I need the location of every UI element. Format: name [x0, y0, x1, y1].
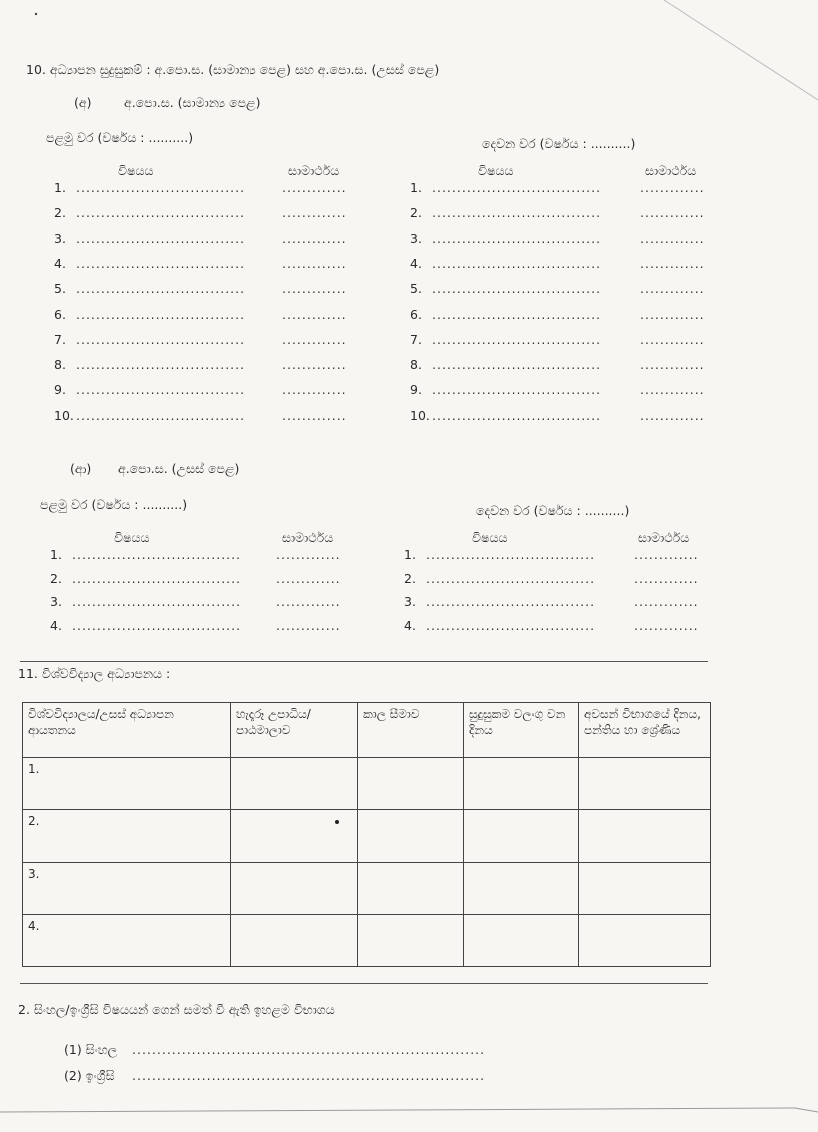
row-number: 8. — [410, 357, 422, 373]
table-cell[interactable] — [231, 758, 358, 810]
row-number: 2. — [410, 205, 422, 221]
subject-input-line[interactable]: .................................. — [426, 570, 596, 586]
header-institution: විශ්වවිද්‍යාලය/උසස් අධ්‍යාපන ආයතනය — [23, 703, 231, 758]
row-number: 4. — [410, 255, 422, 271]
subject-input-line[interactable]: .................................. — [76, 306, 246, 322]
row-number: 7. — [54, 331, 66, 347]
row-number: 3. — [410, 230, 422, 246]
subject-input-line[interactable]: .................................. — [76, 357, 246, 373]
table-cell[interactable] — [464, 758, 579, 810]
result-input-line[interactable]: ............. — [282, 382, 347, 398]
part-b-subject-header-left: විෂයය — [114, 530, 150, 545]
subject-input-line[interactable]: .................................. — [432, 357, 602, 373]
part-a-result-header-right: සාමාර්ථය — [645, 163, 697, 178]
subject-input-line[interactable]: .................................. — [76, 382, 246, 398]
subject-input-line[interactable]: .................................. — [76, 230, 246, 246]
table-cell[interactable] — [579, 758, 711, 810]
result-input-line[interactable]: ............. — [640, 180, 705, 195]
result-input-line[interactable]: ............. — [282, 407, 347, 423]
part-a-second-attempt: දෙවන වර (වර්ෂය : ..........) — [482, 136, 636, 151]
row-number: 3. — [404, 594, 416, 610]
row-number: 6. — [410, 306, 422, 322]
row-number: 3. — [50, 594, 62, 610]
row-number: 8. — [54, 357, 66, 373]
row-number: 4. — [23, 914, 231, 966]
row-number: 3. — [23, 862, 231, 914]
row-number: 1. — [404, 547, 416, 562]
subject-input-line[interactable]: .................................. — [76, 281, 246, 297]
row-number: 10. — [54, 407, 74, 423]
subject-input-line[interactable]: .................................. — [76, 180, 246, 195]
result-input-line[interactable]: ............. — [634, 594, 699, 610]
subject-input-line[interactable]: .................................. — [426, 594, 596, 610]
sinhala-input-line[interactable]: ....................................................................... — [132, 1042, 486, 1057]
result-input-line[interactable]: ............. — [634, 570, 699, 586]
row-number: 4. — [54, 255, 66, 271]
table-cell[interactable] — [464, 810, 579, 862]
row-number: 9. — [54, 382, 66, 398]
part-b-second-attempt: දෙවන වර (වර්ෂය : ..........) — [476, 503, 630, 518]
table-cell[interactable] — [358, 758, 464, 810]
section-11-title: 11. විශ්වවිද්‍යාල අධ්‍යාපනය : — [18, 666, 171, 681]
row-number: 10. — [410, 407, 430, 423]
subject-input-line[interactable]: .................................. — [72, 594, 242, 610]
part-a-first-attempt: පළමු වර (වර්ෂය : ..........) — [46, 130, 194, 145]
part-b-result-header-right: සාමාර්ථය — [638, 530, 690, 545]
part-a-label: (අ) — [74, 95, 92, 110]
table-cell[interactable] — [358, 914, 464, 966]
subject-input-line[interactable]: .................................. — [432, 180, 602, 195]
result-input-line[interactable]: ............. — [282, 281, 347, 297]
part-b-label: (ආ) — [70, 461, 92, 476]
subject-input-line[interactable]: .................................. — [76, 205, 246, 221]
row-number: 1. — [23, 758, 231, 810]
table-cell[interactable] — [231, 914, 358, 966]
result-input-line[interactable]: ............. — [640, 382, 705, 398]
table-cell[interactable] — [358, 862, 464, 914]
subject-input-line[interactable]: .................................. — [432, 230, 602, 246]
subject-input-line[interactable]: .................................. — [432, 255, 602, 271]
result-input-line[interactable]: ............. — [640, 357, 705, 373]
result-input-line[interactable]: ............. — [640, 306, 705, 322]
part-a-result-header-left: සාමාර්ථය — [288, 163, 340, 178]
subject-input-line[interactable]: .................................. — [72, 617, 242, 633]
result-input-line[interactable]: ............. — [282, 180, 347, 195]
part-a-name: අ.පො.ස. (සාමාන්‍ය පෙළ) — [124, 95, 261, 110]
result-input-line[interactable]: ............. — [282, 357, 347, 373]
subject-input-line[interactable]: .................................. — [432, 205, 602, 221]
row-number: 7. — [410, 331, 422, 347]
subject-input-line[interactable]: .................................. — [432, 407, 602, 423]
row-number: 1. — [410, 180, 422, 195]
row-number: 1. — [54, 180, 66, 195]
part-b-first-attempt: පළමු වර (වර්ෂය : ..........) — [40, 497, 188, 512]
row-number: 5. — [410, 281, 422, 297]
subject-input-line[interactable]: .................................. — [426, 547, 596, 562]
table-cell[interactable] — [231, 862, 358, 914]
part-b-name: අ.පො.ස. (උසස් පෙළ) — [118, 461, 240, 476]
row-number: 2. — [23, 810, 231, 862]
row-number: 5. — [54, 281, 66, 297]
row-number: 4. — [50, 617, 62, 633]
table-row — [23, 758, 711, 810]
row-number: 2. — [54, 205, 66, 221]
subject-input-line[interactable]: .................................. — [432, 331, 602, 347]
result-input-line[interactable]: ............. — [640, 205, 705, 221]
row-number: 6. — [54, 306, 66, 322]
row-number: 1. — [50, 547, 62, 562]
result-input-line[interactable]: ............. — [640, 281, 705, 297]
header-valid-date: සුදුසුකම වලංගු වන දිනය — [464, 703, 579, 758]
table-cell[interactable] — [231, 810, 358, 862]
sinhala-label: (1) සිංහල — [64, 1042, 118, 1057]
row-number: 2. — [50, 570, 62, 586]
result-input-line[interactable]: ............. — [640, 255, 705, 271]
row-number: 4. — [404, 617, 416, 633]
result-input-line[interactable]: ............. — [634, 617, 699, 633]
part-b-subject-header-right: විෂයය — [472, 530, 508, 545]
section-10-title: 10. අධ්‍යාපන සුදුසුකම් : අ.පො.ස. (සාමාන්‍ය පෙළ) සහ අ.පො.ස. (උසස් පෙළ) — [26, 62, 440, 77]
result-input-line[interactable]: ............. — [640, 407, 705, 423]
part-b-result-header-left: සාමාර්ථය — [282, 530, 334, 545]
header-degree: හැදෑරූ උපාධිය/ පාඨමාලාව — [231, 703, 358, 758]
table-cell[interactable] — [579, 862, 711, 914]
result-input-line[interactable]: ............. — [634, 547, 699, 562]
table-header-row — [23, 703, 711, 758]
result-input-line[interactable]: ............. — [282, 255, 347, 271]
subject-input-line[interactable]: .................................. — [432, 281, 602, 297]
result-input-line[interactable]: ............. — [276, 570, 341, 586]
subject-input-line[interactable]: .................................. — [76, 255, 246, 271]
header-final-exam: අවසන් විභාගයේ දිනය, පන්තිය හා ශ්‍රේණිය — [579, 703, 711, 758]
result-input-line[interactable]: ............. — [282, 331, 347, 347]
subject-input-line[interactable]: .................................. — [426, 617, 596, 633]
university-table — [22, 702, 711, 967]
table-cell[interactable] — [579, 914, 711, 966]
table-row — [23, 862, 711, 914]
row-number: 3. — [54, 230, 66, 246]
result-input-line[interactable]: ............. — [640, 331, 705, 347]
table-cell[interactable] — [464, 914, 579, 966]
subject-input-line[interactable]: .................................. — [72, 547, 242, 562]
subject-input-line[interactable]: .................................. — [76, 331, 246, 347]
result-input-line[interactable]: ............. — [282, 230, 347, 246]
row-number: 2. — [404, 570, 416, 586]
header-period: කාල සීමාව — [358, 703, 464, 758]
divider-line — [20, 661, 708, 662]
table-row — [23, 810, 711, 862]
result-input-line[interactable]: ............. — [282, 306, 347, 322]
subject-input-line[interactable]: .................................. — [432, 382, 602, 398]
result-input-line[interactable]: ............. — [276, 594, 341, 610]
english-label: (2) ඉංග්‍රීසි — [64, 1068, 115, 1083]
table-cell[interactable] — [464, 862, 579, 914]
english-input-line[interactable]: ....................................................................... — [132, 1068, 486, 1083]
subject-input-line[interactable]: .................................. — [72, 570, 242, 586]
part-a-subject-header-right: විෂයය — [478, 163, 514, 178]
row-number: 9. — [410, 382, 422, 398]
result-input-line[interactable]: ............. — [640, 230, 705, 246]
section-12-title: 2. සිංහල/ඉංග්‍රීසි විෂයයන් ගෙන් සමත් වී ඇති ඉහළම විභාගය — [18, 1002, 335, 1017]
table-cell[interactable] — [358, 810, 464, 862]
divider-line — [20, 983, 708, 984]
result-input-line[interactable]: ............. — [276, 617, 341, 633]
table-row — [23, 914, 711, 966]
result-input-line[interactable]: ............. — [276, 547, 341, 562]
subject-input-line[interactable]: .................................. — [76, 407, 246, 423]
part-a-subject-header-left: විෂයය — [118, 163, 154, 178]
table-cell[interactable] — [579, 810, 711, 862]
result-input-line[interactable]: ............. — [282, 205, 347, 221]
subject-input-line[interactable]: .................................. — [432, 306, 602, 322]
